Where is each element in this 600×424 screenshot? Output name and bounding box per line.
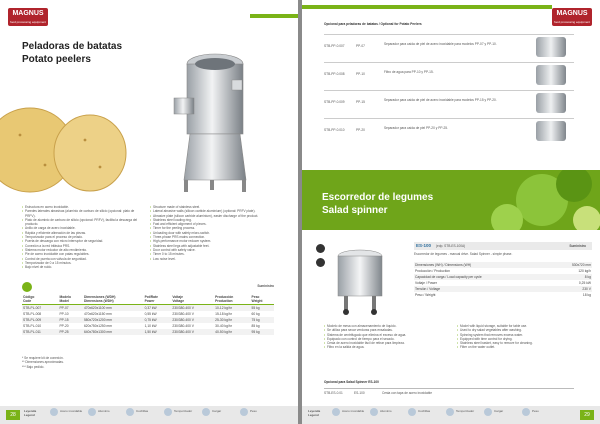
- list-item: • Stainless steel legs with adjustable feet.: [150, 244, 268, 248]
- list-item: • Puerta de descarga con micro interruptor de seguridad.: [22, 239, 140, 243]
- table-cell: 60 kg: [251, 312, 260, 316]
- product-header: [414, 242, 592, 250]
- right-page: [302, 0, 600, 424]
- header-bar: [302, 5, 552, 9]
- legend-icon: [370, 408, 378, 416]
- spec-label: Producción / Production: [415, 269, 451, 273]
- legend-icon: [164, 408, 172, 416]
- list-item: • Bajo nivel de ruido.: [22, 265, 140, 269]
- bottom-row: [324, 388, 574, 395]
- list-item: • Pie de acero inoxidable con patas regulables.: [22, 252, 140, 256]
- features-es-list: [22, 205, 140, 269]
- table-header-cell: Voltaje Voltage: [171, 294, 214, 305]
- legend-item: Cuchillas: [418, 409, 431, 413]
- legend-item: Acero inoxidable: [342, 409, 365, 413]
- legend-item: Acero inoxidable: [60, 409, 83, 413]
- spec-value: 0,25 kW: [578, 281, 591, 285]
- accessory-code: STB-PP-0.009: [324, 100, 345, 104]
- spec-table: [22, 294, 274, 335]
- spec-value: 530x720 mm: [550, 262, 592, 268]
- list-item: • Timer 0 to 15 minutes.: [150, 252, 268, 256]
- table-cell: 1,10 kW: [144, 324, 157, 328]
- legend-item: Temporizador: [174, 409, 193, 413]
- table-cell: 95 kg: [251, 329, 274, 335]
- table-cell: 25-30 kg/hr: [214, 317, 250, 323]
- table-cell: 55 kg: [251, 305, 274, 312]
- accessory-row: [324, 62, 574, 86]
- spinner-icon-a: [316, 244, 325, 253]
- table-row: [22, 329, 274, 335]
- table-cell: 230/380-400 V: [171, 329, 214, 335]
- table-cell: 75 kg: [251, 317, 274, 323]
- table-cell: 85 kg: [251, 324, 260, 328]
- spec-label: Dimensiones (WH) / Dimensions (WH): [414, 262, 550, 268]
- legend-item: Temporizador: [456, 409, 475, 413]
- list-item: • Lateral abrasive walls (silicon carbide aluminium) (optional: PRFV plate).: [150, 209, 268, 213]
- list-item: • Fast and efficient alignment of pieces.: [150, 222, 268, 226]
- left-page: [0, 0, 298, 424]
- table-cell: 620x750x1250 mm: [83, 324, 112, 328]
- table-cell: STB-PL-009: [22, 317, 58, 323]
- spinner-spec-table: [414, 262, 592, 298]
- info-icon: [22, 282, 32, 292]
- list-item: • Rápida y eficiente alineación de las piezas.: [22, 231, 140, 235]
- legend-icon: [202, 408, 210, 416]
- spinner-features-en: [457, 324, 582, 350]
- accessory-code: STB-PP-0.007: [324, 44, 345, 48]
- page-number: 28: [6, 410, 20, 420]
- list-item: • Equipado con control de tiempo para el secado.: [324, 337, 449, 341]
- legend-item: Peso: [250, 409, 257, 413]
- magnus-logo: MAGNUS food processing equipment: [9, 10, 47, 24]
- list-item: • Plato de aluminio de carburo de silicio (opcional: PRFV), facilita la descarga del producto.: [22, 218, 140, 227]
- list-item: • Conexión a la red trifásica PRS.: [22, 244, 140, 248]
- salad-banner: [302, 170, 600, 230]
- list-item: • Filtro en la salida de agua.: [324, 345, 449, 349]
- table-cell: 640x780x1300 mm: [83, 329, 144, 335]
- note: * Se requiere kit de conexión.: [22, 356, 64, 360]
- table-cell: 580x720x1200 mm: [83, 317, 144, 323]
- table-cell: 30-40 kg/hr: [215, 324, 232, 328]
- spinner-title-es: Escorredor de legumes: [322, 192, 434, 203]
- accessory-desc: Separador para caída de piel PP-20 y PP-25.: [384, 126, 448, 130]
- list-item: • Temporizador de 0 a 15 minutos.: [22, 261, 140, 265]
- list-item: • Estructura en acero inoxidable.: [22, 205, 140, 209]
- table-header-cell: Dimensiones (WDH) Dimensions (WDH): [83, 294, 144, 305]
- spec-row: [414, 292, 592, 298]
- legend-icon: [484, 408, 492, 416]
- features-en-list: [150, 205, 268, 261]
- legend-icon: [522, 408, 530, 416]
- list-item: • Used to dry salad vegetables after washing.: [457, 328, 582, 332]
- accessory-row: [324, 90, 574, 114]
- table-cell: 0,55 kW: [144, 312, 157, 316]
- legend-item: Peso: [532, 409, 539, 413]
- list-item: • Cesta de acero inoxidable fácil de retirar para limpieza.: [324, 341, 449, 345]
- table-cell: 15-18 kg/hr: [215, 312, 232, 316]
- footer-legend: [302, 406, 600, 424]
- list-item: • High-performance motor reducer system.: [150, 239, 268, 243]
- supply-label: Suministro: [569, 244, 586, 248]
- accessory-desc: Separador para caída de piel de acero inoxidable para modelos PP-15 y PP-20.: [384, 98, 497, 102]
- list-item: • Equipped with time control for drying.: [457, 337, 582, 341]
- accessory-row: [324, 34, 574, 58]
- accessory-image: [536, 65, 566, 85]
- accessory-image: [536, 93, 566, 113]
- accessory-desc: Separador para caída de piel de acero inoxidable para modelos PP-07 y PP-10.: [384, 42, 497, 46]
- list-item: • Paredes laterales abrasivas (aluminio de carburo de silicio (opcional: plato de PRFV).: [22, 209, 140, 218]
- page-number: 29: [580, 410, 594, 420]
- spec-value: 18 kg: [582, 293, 591, 297]
- table-header-cell: Modelo Model: [58, 294, 83, 305]
- table-header-cell: Código Code: [22, 294, 58, 305]
- list-item: • Temporizador para el proceso de pelado.: [22, 235, 140, 239]
- table-cell: PP-25: [58, 329, 83, 335]
- list-item: • Model with liquid storage, suitable for table use.: [457, 324, 582, 328]
- bottom-table-header: Opcional para Salad Spinner ES-100: [324, 380, 379, 384]
- legend-icon: [332, 408, 340, 416]
- list-item: • Stainless steel loading ring.: [150, 218, 268, 222]
- table-cell: PP-15: [58, 317, 83, 323]
- note: *** Bajo pedido.: [22, 364, 45, 369]
- legend-label: Leyenda Legend: [24, 409, 37, 417]
- potato-image: [0, 95, 130, 205]
- list-item: • Anillo de carga de acero inoxidable.: [22, 226, 140, 230]
- magnus-logo: MAGNUS food processing equipment: [553, 10, 591, 24]
- accessory-model: PP-10: [356, 72, 365, 76]
- top-table-header: Opcional para peladoras de batatas / Optional for Potato Peelers: [324, 22, 422, 26]
- legend-item: Cargar: [494, 409, 504, 413]
- table-header-cell: Producción Production: [214, 294, 250, 305]
- list-item: • Sistema de centrifugado que elimina el exceso de agua.: [324, 333, 449, 337]
- legend-label: Leyenda Legend: [308, 409, 321, 417]
- list-item: • Structure made of stainless steel.: [150, 205, 268, 209]
- table-cell: PP-10: [59, 312, 69, 316]
- legend-icon: [88, 408, 96, 416]
- spec-label: Voltaje / Power: [415, 281, 437, 285]
- supply-label: Suministro: [257, 284, 274, 288]
- list-item: • Three-phase PRS mains connection.: [150, 235, 268, 239]
- list-item: • Se utiliza para secar verduras para ensaladas.: [324, 328, 449, 332]
- table-cell: 470x620x1100 mm: [83, 305, 144, 312]
- list-item: • Abrasive plate (silicon carbide aluminium), easier discharge of the product.: [150, 214, 268, 218]
- list-item: • Unloading door with safety micro-switch.: [150, 231, 268, 235]
- list-item: • Low noise level.: [150, 257, 268, 261]
- title-es: Peladoras de batatas: [22, 41, 123, 52]
- salad-spinner-image: [324, 246, 396, 316]
- spec-label: Tensión / Voltage: [414, 286, 550, 292]
- accessory-model: PP-15: [356, 100, 365, 104]
- table-cell: 40-50 kg/hr: [214, 329, 250, 335]
- accessory-desc: Filtro de agua para PP-10 y PP-15.: [384, 70, 434, 74]
- accessory-model: PP-20: [356, 128, 365, 132]
- table-cell: STB-PL-007: [22, 305, 58, 312]
- table-header-cell: Peso Weight: [251, 294, 274, 305]
- list-item: • Spinning system that removes excess water.: [457, 333, 582, 337]
- spec-label: Capacidad de carga / Load capacity per cycle: [414, 274, 550, 280]
- bottom-code: STB-ES-0.01: [324, 391, 343, 395]
- list-item: • Door control with safety valve.: [150, 248, 268, 252]
- legend-icon: [126, 408, 134, 416]
- header-bar: [250, 14, 298, 18]
- table-cell: 230/380-400 V: [171, 305, 214, 312]
- list-item: • Modelo de mesa con almacenamiento de líquido.: [324, 324, 449, 328]
- table-cell: 0,75 kW: [144, 317, 172, 323]
- spec-intro: Escorredor de legumes - manual drive. Salad Spinner - simple phase.: [414, 252, 513, 256]
- potato-peeler-image: [160, 40, 270, 200]
- legend-icon: [50, 408, 58, 416]
- table-cell: 0,37 kW: [144, 305, 172, 312]
- spinner-title-en: Salad spinner: [322, 205, 388, 216]
- spec-value: 8 kg: [550, 274, 592, 280]
- title-en: Potato peelers: [22, 54, 91, 65]
- table-cell: STB-PL-010: [23, 324, 42, 328]
- product-sub: (edp. STB-ES-100A): [436, 244, 466, 248]
- legend-icon: [240, 408, 248, 416]
- table-cell: 1,50 kW: [144, 329, 172, 335]
- accessory-code: STB-PP-0.010: [324, 128, 345, 132]
- footer-legend: [0, 406, 298, 424]
- table-cell: STB-PL-011: [22, 329, 58, 335]
- bottom-desc: Cesta con tapa de acero inoxidable: [382, 391, 432, 395]
- legend-item: Cuchillas: [136, 409, 149, 413]
- table-cell: 230/380-400 V: [172, 324, 195, 328]
- accessory-row: [324, 118, 574, 142]
- spec-value: 120 kg/h: [578, 269, 591, 273]
- table-cell: 230/380-400 V: [171, 317, 214, 323]
- legend-icon: [408, 408, 416, 416]
- list-item: • Filter on the water outlet.: [457, 345, 582, 349]
- legend-item: Aluminio: [98, 409, 110, 413]
- product-code: ES-100: [416, 243, 432, 248]
- table-cell: 470x620x1150 mm: [83, 312, 112, 316]
- accessory-image: [536, 37, 566, 57]
- table-cell: 10-12 kg/hr: [214, 305, 250, 312]
- accessory-model: PP-07: [356, 44, 365, 48]
- table-cell: STB-PL-008: [23, 312, 42, 316]
- list-item: • Stainless steel basket, easy to remove for cleaning.: [457, 341, 582, 345]
- accessory-image: [536, 121, 566, 141]
- notes: [22, 356, 222, 369]
- table-header-cell: Pot/Rate Power: [144, 294, 172, 305]
- spec-value: 230 V: [550, 286, 592, 292]
- legend-item: Aluminio: [380, 409, 392, 413]
- legend-item: Cargar: [212, 409, 222, 413]
- list-item: • Timer for the peeling process.: [150, 226, 268, 230]
- spinner-icon-b: [316, 258, 325, 267]
- list-item: • Sistema motor reductor de alto rendimiento.: [22, 248, 140, 252]
- accessory-code: STB-PP-0.008: [324, 72, 345, 76]
- table-cell: PP-20: [59, 324, 69, 328]
- table-cell: 230/380-400 V: [172, 312, 195, 316]
- note: ** Dimensiones aproximadas.: [22, 360, 64, 365]
- spinner-features-es: [324, 324, 449, 350]
- bottom-model: ES-100: [354, 391, 365, 395]
- spec-label: Peso / Weight: [415, 293, 436, 297]
- legend-icon: [446, 408, 454, 416]
- table-cell: PP-07: [58, 305, 83, 312]
- list-item: • Control de puerta con válvula de seguridad.: [22, 257, 140, 261]
